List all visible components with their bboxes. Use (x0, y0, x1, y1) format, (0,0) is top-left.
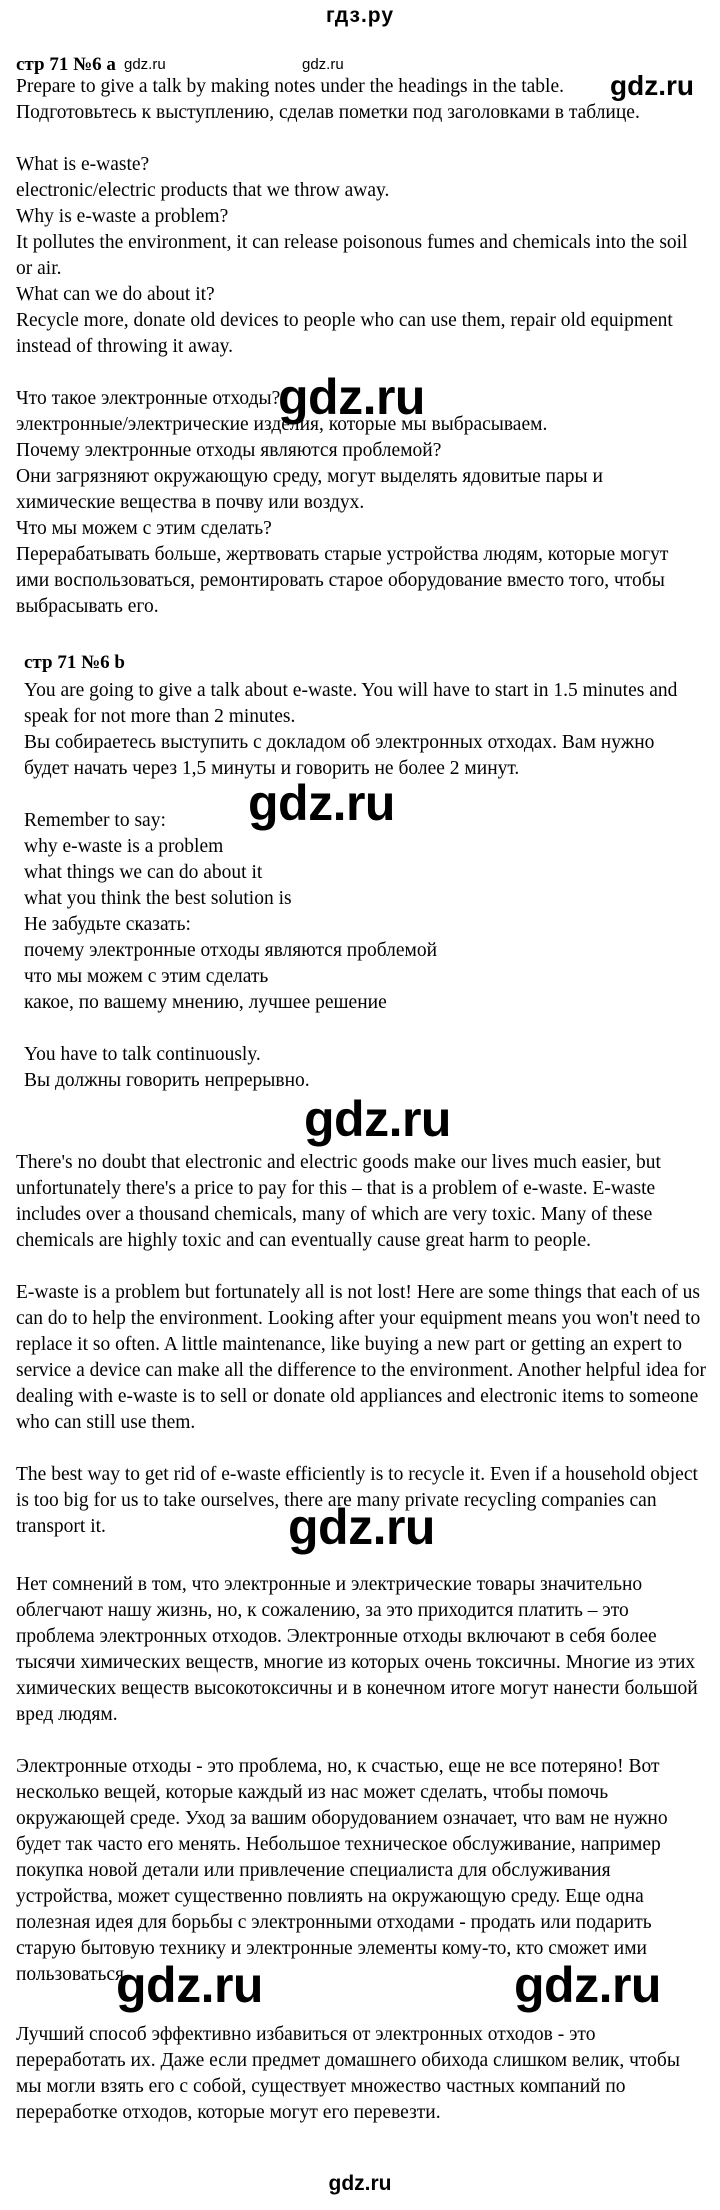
watermark-logo: gdz.ru (248, 775, 395, 831)
qa-ru-line: электронные/электрические изделия, которые мы выбрасываем. (16, 414, 548, 435)
site-footer: gdz.ru (328, 2172, 392, 2195)
task-en: Prepare to give a talk by making notes under the headings in the table. (16, 76, 565, 97)
list-item: Remember to say: (24, 810, 166, 831)
section-a-task (16, 74, 706, 126)
watermark-logo: gdz.ru (514, 1957, 661, 2013)
answer-ru-2: Электронные отходы - это проблема, но, к счастью, еще не все потеряно! Вот несколько вещей, которые каждый из нас может сделать, чтобы помочь окружающей среде. Уход за вашим оборудованием означает, что вам не нужно будет так часто его менять. Небольшое техническое обслуживание, например покупка новой детали или привлечение специалиста для обслуживания устройства, может существенно повлиять на окружающую среду. Еще одна полезная идея для борьбы с электронными отходами - продать или подарить старую бытовую технику и электронные элементы кому-то, кто сможет ими пользоваться. (16, 1756, 668, 1985)
section-a-qa-en (16, 152, 706, 360)
list-item: Не забудьте сказать: (24, 914, 191, 935)
watermark-logo: gdz.ru (116, 1957, 263, 2013)
list-item: что мы можем с этим сделать (24, 966, 269, 987)
section-b-task (24, 678, 704, 782)
qa-ru-line: Перерабатывать больше, жертвовать старые устройства людям, которые могут ими воспользоваться, ремонтировать старое оборудование вместо того, чтобы выбрасывать его. (16, 544, 669, 617)
continuous-ru: Вы должны говорить непрерывно. (24, 1070, 310, 1091)
watermark-small: gdz.ru (302, 56, 344, 73)
watermark-logo: gdz.ru (288, 1499, 435, 1555)
qa-en-line: What can we do about it? (16, 284, 215, 305)
qa-en-line: What is e-waste? (16, 154, 150, 175)
section-b-heading: стр 71 №6 b (24, 652, 125, 673)
continuous-en: You have to talk continuously. (24, 1044, 261, 1065)
answer-ru-3: Лучший способ эффективно избавиться от электронных отходов - это переработать их. Даже если предмет домашнего обихода слишком велик, чтобы мы могли взять его с собой, существует множество частных компаний по переработке отходов, которые могут его перевезти. (16, 2024, 680, 2123)
qa-ru-line: Они загрязняют окружающую среду, могут выделять ядовитые пары и химические вещества в почву или воздух. (16, 466, 603, 513)
list-item: какое, по вашему мнению, лучшее решение (24, 992, 387, 1013)
qa-en-line: It pollutes the environment, it can release poisonous fumes and chemicals into the soil or air. (16, 232, 688, 279)
answer-en-2: E-waste is a problem but fortunately all is not lost! Here are some things that each of us can do to help the environment. Looking after your equipment means you won't need to replace it so often. A little maintenance, like buying a new part or getting an expert to service a device can make all the difference to the environment. Another helpful idea for dealing with e-waste is to sell or donate old appliances and electronic items to someone who can still use them. (16, 1282, 706, 1433)
qa-ru-line: Почему электронные отходы являются проблемой? (16, 440, 442, 461)
qa-en-line: electronic/electric products that we throw away. (16, 180, 390, 201)
continuous-note (24, 1042, 714, 1094)
task-ru: Вы собираетесь выступить с докладом об электронных отходах. Вам нужно будет начать через 1,5 минуты и говорить не более 2 минут. (24, 732, 655, 779)
list-item: why e-waste is a problem (24, 836, 224, 857)
qa-en-line: Why is e-waste a problem? (16, 206, 229, 227)
site-header: гдз.ру (325, 4, 395, 27)
list-item: what you think the best solution is (24, 888, 292, 909)
list-item: what things we can do about it (24, 862, 263, 883)
answer-ru-1: Нет сомнений в том, что электронные и электрические товары значительно облегчают нашу жизнь, но, к сожалению, за это приходится платить – это проблема электронных отходов. Электронные отходы включают в себя более тысячи химических веществ, многие из которых очень токсичны. Многие из этих химических веществ высокотоксичны и в конечном итоге могут нанести большой вред людям. (16, 1574, 698, 1725)
watermark-logo: gdz.ru (278, 369, 425, 425)
task-en: You are going to give a talk about e-waste. You will have to start in 1.5 minutes and speak for not more than 2 minutes. (24, 680, 678, 727)
qa-en-line: Recycle more, donate old devices to people who can use them, repair old equipment instead of throwing it away. (16, 310, 673, 357)
task-ru: Подготовьтесь к выступлению, сделав пометки под заголовками в таблице. (16, 102, 640, 123)
list-item: почему электронные отходы являются проблемой (24, 940, 438, 961)
qa-ru-line: Что такое электронные отходы? (16, 388, 281, 409)
watermark-medium: gdz.ru (610, 70, 694, 101)
section-a-heading: стр 71 №6 a (16, 54, 116, 75)
answer-en-3: The best way to get rid of e-waste efficiently is to recycle it. Even if a household object is too big for us to take ourselves, there are many private recycling companies can transport it. (16, 1464, 698, 1537)
watermark-small: gdz.ru (124, 56, 166, 73)
watermark-logo: gdz.ru (304, 1091, 451, 1147)
answer-en-1: There's no doubt that electronic and electric goods make our lives much easier, but unfortunately there's a price to pay for this – that is a problem of e-waste. E-waste includes over a thousand chemicals, many of which are very toxic. Many of these chemicals are highly toxic and can eventually cause great harm to people. (16, 1152, 661, 1251)
remember-list-en (24, 808, 714, 1016)
qa-ru-line: Что мы можем с этим сделать? (16, 518, 272, 539)
